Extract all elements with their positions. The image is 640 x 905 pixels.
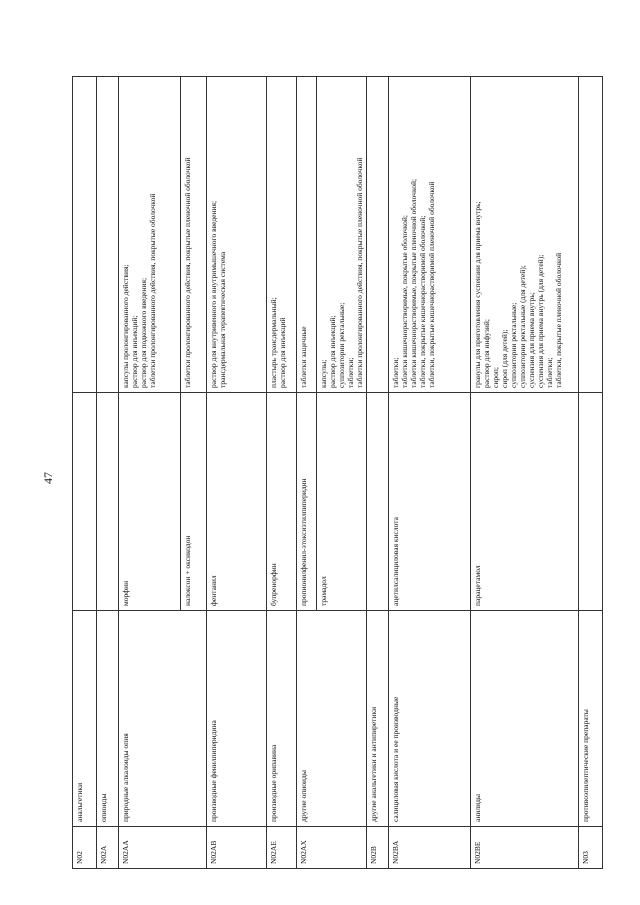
drug-table xyxy=(72,76,603,869)
dosage-forms-cell xyxy=(207,77,267,393)
atc-code-cell: N02AX xyxy=(297,827,367,869)
atc-code-cell: N02A xyxy=(97,827,119,869)
dosage-form-line: капсулы пролонгированного действия; xyxy=(121,264,130,388)
dosage-form-line: сироп (для детей); xyxy=(500,329,509,388)
substance-cell: налоксон + оксикодон xyxy=(181,393,207,611)
dosage-forms-cell xyxy=(297,77,317,393)
dosage-forms-cell xyxy=(317,77,367,393)
dosage-forms-cell xyxy=(119,77,181,393)
substance-cell xyxy=(73,393,97,611)
table-row xyxy=(119,77,181,869)
dosage-form-line: сироп; xyxy=(491,367,500,388)
dosage-forms-cell xyxy=(181,77,207,393)
table-row xyxy=(367,77,389,869)
substance-cell: парацетамол xyxy=(471,393,579,611)
group-name-cell: производные фенилпиперидина xyxy=(207,611,267,827)
substance-cell: фентанил xyxy=(207,393,267,611)
dosage-form-line: таблетки кишечнорастворимые, покрытые оболочкой; xyxy=(400,215,409,388)
group-name-cell: анилиды xyxy=(471,611,579,827)
dosage-form-line: раствор для инъекций xyxy=(278,317,287,388)
atc-code-cell: N02BE xyxy=(471,827,579,869)
table-row xyxy=(73,77,97,869)
table-row xyxy=(389,77,471,869)
dosage-form-line: таблетки; xyxy=(346,357,355,388)
dosage-forms-cell xyxy=(579,77,603,393)
substance-cell xyxy=(367,393,389,611)
dosage-form-line: таблетки, покрытые кишечнорастворимой пленочной оболочкой xyxy=(427,181,436,388)
dosage-form-line: капсулы; xyxy=(319,359,328,388)
atc-code-cell: N03 xyxy=(579,827,603,869)
dosage-form-line: суппозитории ректальные; xyxy=(337,302,346,388)
substance-cell xyxy=(97,393,119,611)
dosage-forms-cell xyxy=(389,77,471,393)
dosage-forms-cell xyxy=(367,77,389,393)
dosage-form-line: таблетки пролонгированного действия, покрытые пленочной оболочкой xyxy=(183,157,192,388)
dosage-form-line: суппозитории ректальные; xyxy=(509,302,518,388)
dosage-forms-cell xyxy=(471,77,579,393)
table-row xyxy=(297,77,317,869)
dosage-forms-cell xyxy=(97,77,119,393)
dosage-form-line: таблетки защечные xyxy=(299,326,308,388)
dosage-form-line: таблетки, покрытые пленочной оболочкой xyxy=(554,252,563,388)
atc-code-cell: N02BA xyxy=(389,827,471,869)
dosage-form-line: трансдермальная терапевтическая система xyxy=(218,251,227,388)
dosage-form-line: раствор для подкожного введения; xyxy=(139,277,148,388)
group-name-cell: другие анальгетики и антипиретики xyxy=(367,611,389,827)
dosage-form-line: раствор для внутривенного и внутримышечного введения; xyxy=(209,200,218,388)
dosage-form-line: суспензия для приема внутрь (для детей); xyxy=(536,254,545,388)
atc-code-cell: N02AB xyxy=(207,827,267,869)
dosage-form-line: таблетки; xyxy=(545,357,554,388)
substance-cell: трамадол xyxy=(317,393,367,611)
dosage-form-line: таблетки, покрытые кишечнорастворимой оболочкой; xyxy=(418,215,427,388)
group-name-cell: анальгетики xyxy=(73,611,97,827)
dosage-forms-cell xyxy=(267,77,297,393)
table-row xyxy=(579,77,603,869)
dosage-form-line: суппозитории ректальные (для детей); xyxy=(518,265,527,388)
group-name-cell: салициловая кислота и ее производные xyxy=(389,611,471,827)
rotated-table-container xyxy=(72,77,600,869)
dosage-forms-cell xyxy=(73,77,97,393)
dosage-form-line: таблетки; xyxy=(391,357,400,388)
table-row xyxy=(207,77,267,869)
substance-cell: ацетилсалициловая кислота xyxy=(389,393,471,611)
substance-cell: морфин xyxy=(119,393,181,611)
dosage-form-line: раствор для инфузий; xyxy=(482,319,491,388)
dosage-form-line: гранулы для приготовления суспензии для приема внутрь; xyxy=(473,201,482,388)
dosage-form-line: таблетки пролонгированного действия, покрытые пленочной оболочкой xyxy=(355,157,364,388)
dosage-form-line: таблетки пролонгированного действия, покрытые оболочкой xyxy=(148,193,157,388)
atc-code-cell: N02B xyxy=(367,827,389,869)
dosage-form-line: раствор для инъекций; xyxy=(130,315,139,388)
group-name-cell: противоэпилептические препараты xyxy=(579,611,603,827)
dosage-form-line: суспензия для приема внутрь; xyxy=(527,292,536,388)
group-name-cell: опиоиды xyxy=(97,611,119,827)
atc-code-cell: N02AE xyxy=(267,827,297,869)
substance-cell: бупренорфин xyxy=(267,393,297,611)
table-row xyxy=(97,77,119,869)
group-name-cell: другие опиоиды xyxy=(297,611,367,827)
dosage-form-line: пластырь трансдермальный; xyxy=(269,297,278,388)
substance-cell: пропионилфенил-этоксиэтилпиперидин xyxy=(297,393,317,611)
substance-cell xyxy=(579,393,603,611)
page-number: 47 xyxy=(41,472,55,484)
group-name-cell: производные орипавина xyxy=(267,611,297,827)
group-name-cell: природные алкалоиды опия xyxy=(119,611,207,827)
atc-code-cell: N02 xyxy=(73,827,97,869)
table-row xyxy=(471,77,579,869)
dosage-form-line: раствор для инъекций; xyxy=(328,315,337,388)
atc-code-cell: N02AA xyxy=(119,827,207,869)
table-row xyxy=(267,77,297,869)
dosage-form-line: таблетки кишечнорастворимые, покрытые пленочной оболочкой; xyxy=(409,178,418,388)
